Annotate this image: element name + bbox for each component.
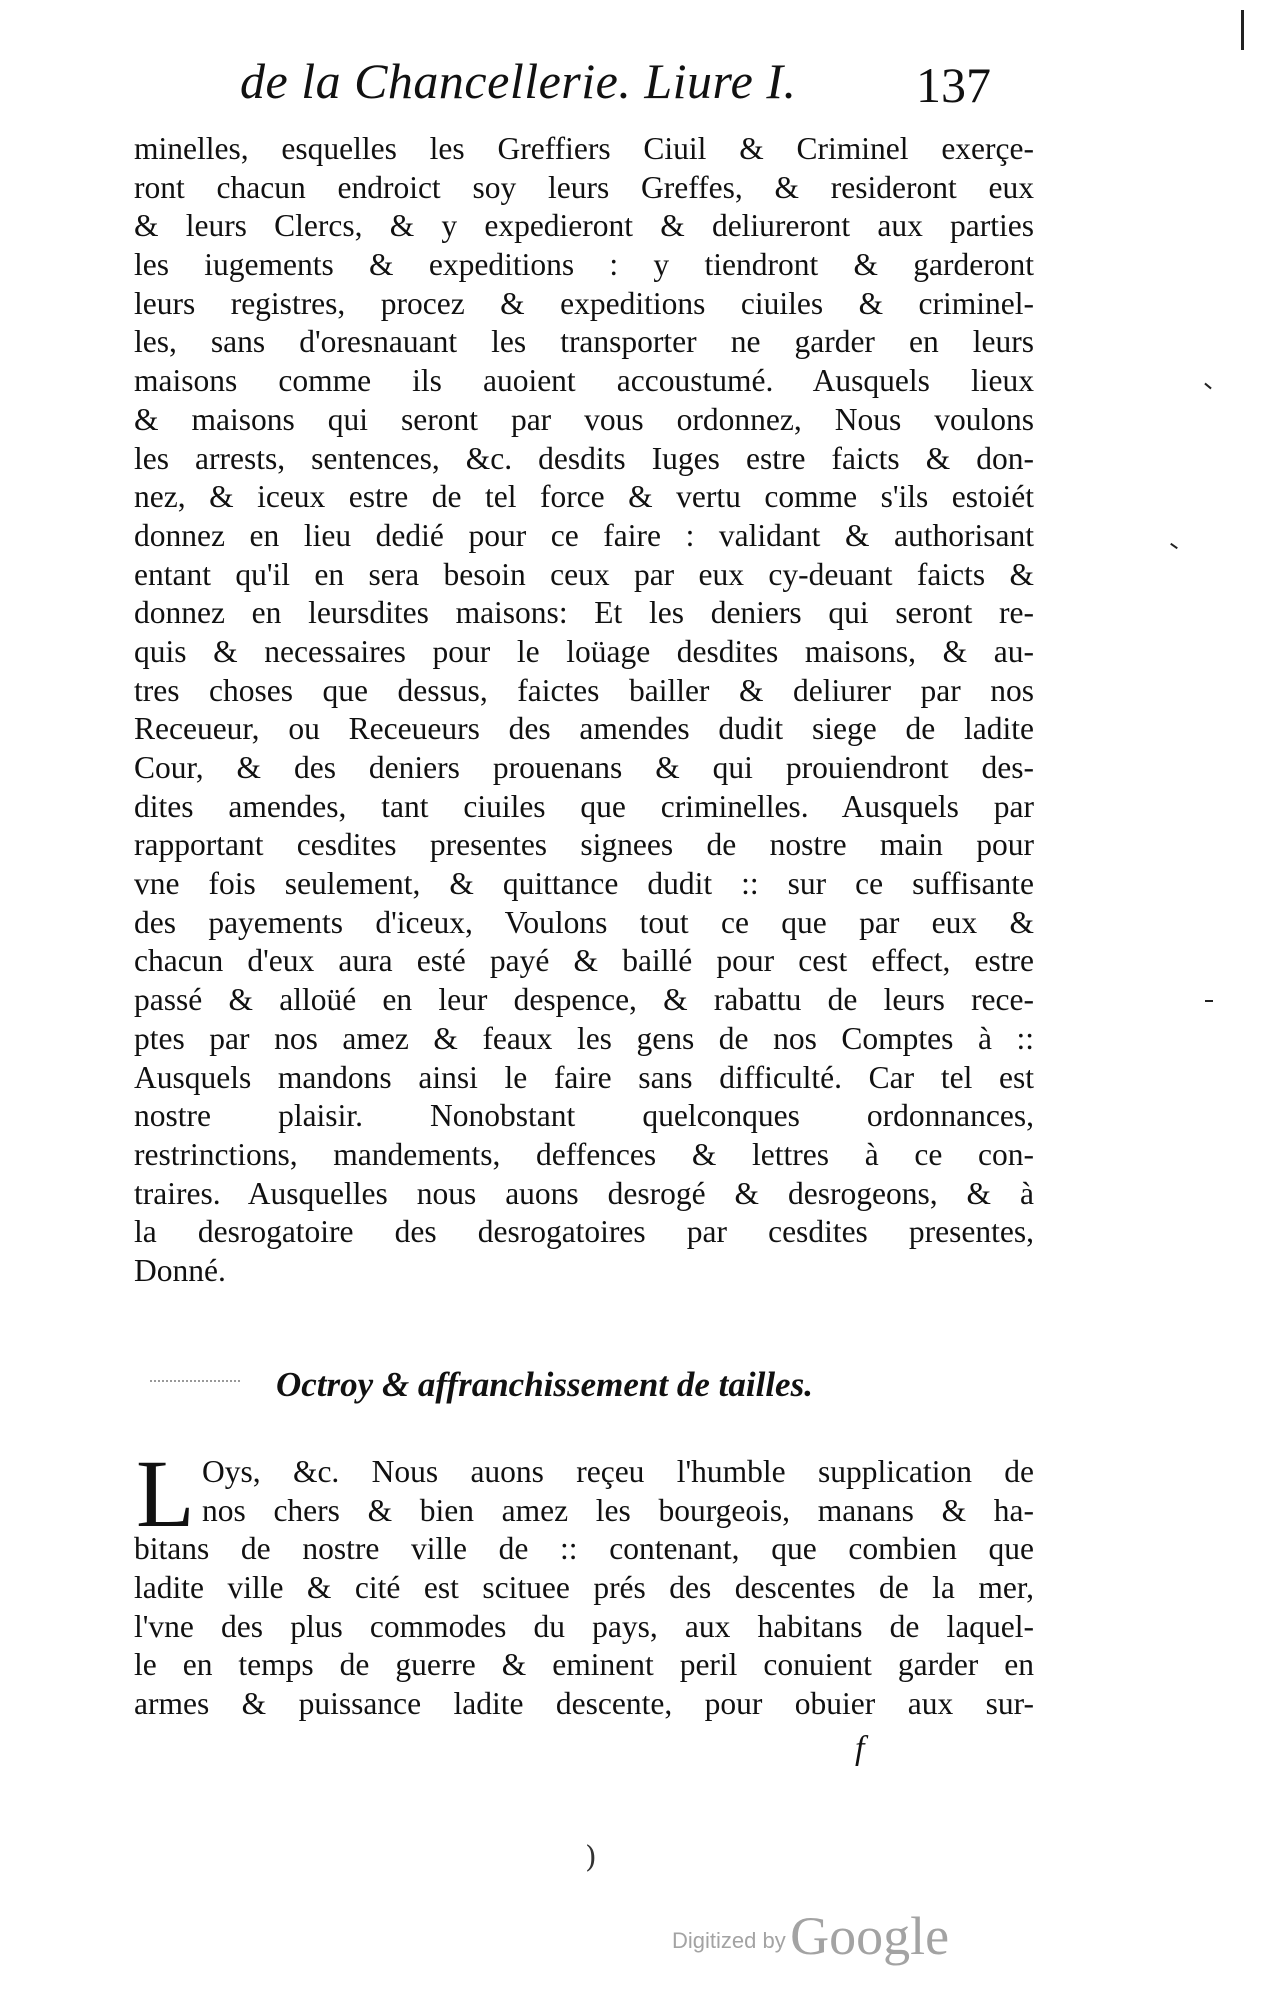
text-line: & leurs Clercs, & y expedieront & deliureront aux parties [134,208,1034,244]
text-line: rapportant cesdites presentes signees de nostre main pour [134,827,1034,863]
running-title: de la Chancellerie. Liure I. [240,53,797,109]
text-line: quis & necessaires pour le loüage desdites maisons, & au- [134,633,1034,669]
text-line: ptes par nos amez & feaux les gens de nos Comptes à :: [134,1020,1034,1056]
text-line: la desrogatoire des desrogatoires par cesdites presentes, [134,1214,1034,1250]
text-line: traires. Ausquelles nous auons desrogé & desrogeons, & à [134,1175,1034,1211]
text-line: ront chacun endroict soy leurs Greffes, & resideront eux [134,169,1034,205]
page-number: 137 [916,57,991,113]
text-line: chacun d'eux aura esté payé & baillé pour cest effect, estre [134,943,1034,979]
text-line: passé & alloüé en leur despence, & rabattu de leurs rece- [134,982,1034,1018]
text-line: armes & puissance ladite descente, pour obuier aux sur- [134,1686,1034,1722]
text-line: le en temps de guerre & eminent peril conuient garder en [134,1647,1034,1683]
text-line: nostre plaisir. Nonobstant quelconques ordonnances, [134,1098,1034,1134]
text-line: donnez en leursdites maisons: Et les deniers qui seront re- [134,595,1034,631]
margin-speck [1241,10,1244,50]
first-section-text [134,130,1034,1291]
stray-mark: ) [585,1840,597,1875]
text-line: Cour, & des deniers prouenans & qui prouiendront des- [134,750,1034,785]
text-line: Donné. [134,1252,226,1288]
text-line: entant qu'il en sera besoin ceux par eux cy-deuant faicts & [134,556,1034,592]
text-line: ladite ville & cité est scituee prés des descentes de la mer, [134,1570,1034,1606]
text-line: les iugements & expeditions : y tiendront & garderont [134,247,1034,283]
text-line: bitans de nostre ville de :: contenant, que combien que [134,1531,1034,1567]
digitized-by-google-watermark [672,1905,949,1967]
margin-speck [1204,383,1211,390]
text-line: restrinctions, mandements, deffences & lettres à ce con- [134,1136,1034,1172]
text-line: donnez en lieu dedié pour ce faire : validant & authorisant [134,517,1034,553]
text-line: les, sans d'oresnauant les transporter ne garder en leurs [134,324,1034,360]
text-line: minelles, esquelles les Greffiers Ciuil & Criminel exerçe- [134,131,1034,166]
section-title: Octroy & affranchissement de tailles. [276,1365,813,1404]
text-line: dites amendes, tant ciuiles que criminelles. Ausquels par [134,788,1034,824]
margin-speck [1170,543,1178,549]
text-line: tres choses que dessus, faictes bailler & deliurer par nos [134,672,1034,708]
margin-speck [1205,1000,1213,1002]
text-line: l'vne des plus commodes du pays, aux habitans de laquel- [134,1608,1034,1644]
text-line: & maisons qui seront par vous ordonnez, Nous voulons [134,401,1034,437]
second-section-text [134,1453,1034,1724]
text-line: des payements d'iceux, Voulons tout ce que par eux & [134,904,1034,940]
text-line: les arrests, sentences, &c. desdits Iuges estre faicts & don- [134,440,1034,476]
drop-cap: L [136,1440,195,1547]
text-line: leurs registres, procez & expeditions ciuiles & criminel- [134,285,1034,321]
text-line: nez, & iceux estre de tel force & vertu comme s'ils estoiét [134,479,1034,515]
title-dotted-rule [150,1380,240,1382]
text-line: Receueur, ou Receueurs des amendes dudit siege de ladite [134,711,1034,747]
text-line: Ausquels mandons ainsi le faire sans difficulté. Car tel est [134,1059,1034,1095]
text-line: vne fois seulement, & quittance dudit :: sur ce suffisante [134,866,1034,902]
text-line: nos chers & bien amez les bourgeois, manans & ha- [202,1492,1034,1528]
signature-mark: f [855,1730,865,1767]
watermark-brand: Google [790,1906,950,1966]
text-line: maisons comme ils auoient accoustumé. Ausquels lieux [134,363,1034,399]
watermark-prefix: Digitized by [672,1928,786,1953]
text-line: Oys, &c. Nous auons reçeu l'humble supplication de [202,1454,1034,1489]
